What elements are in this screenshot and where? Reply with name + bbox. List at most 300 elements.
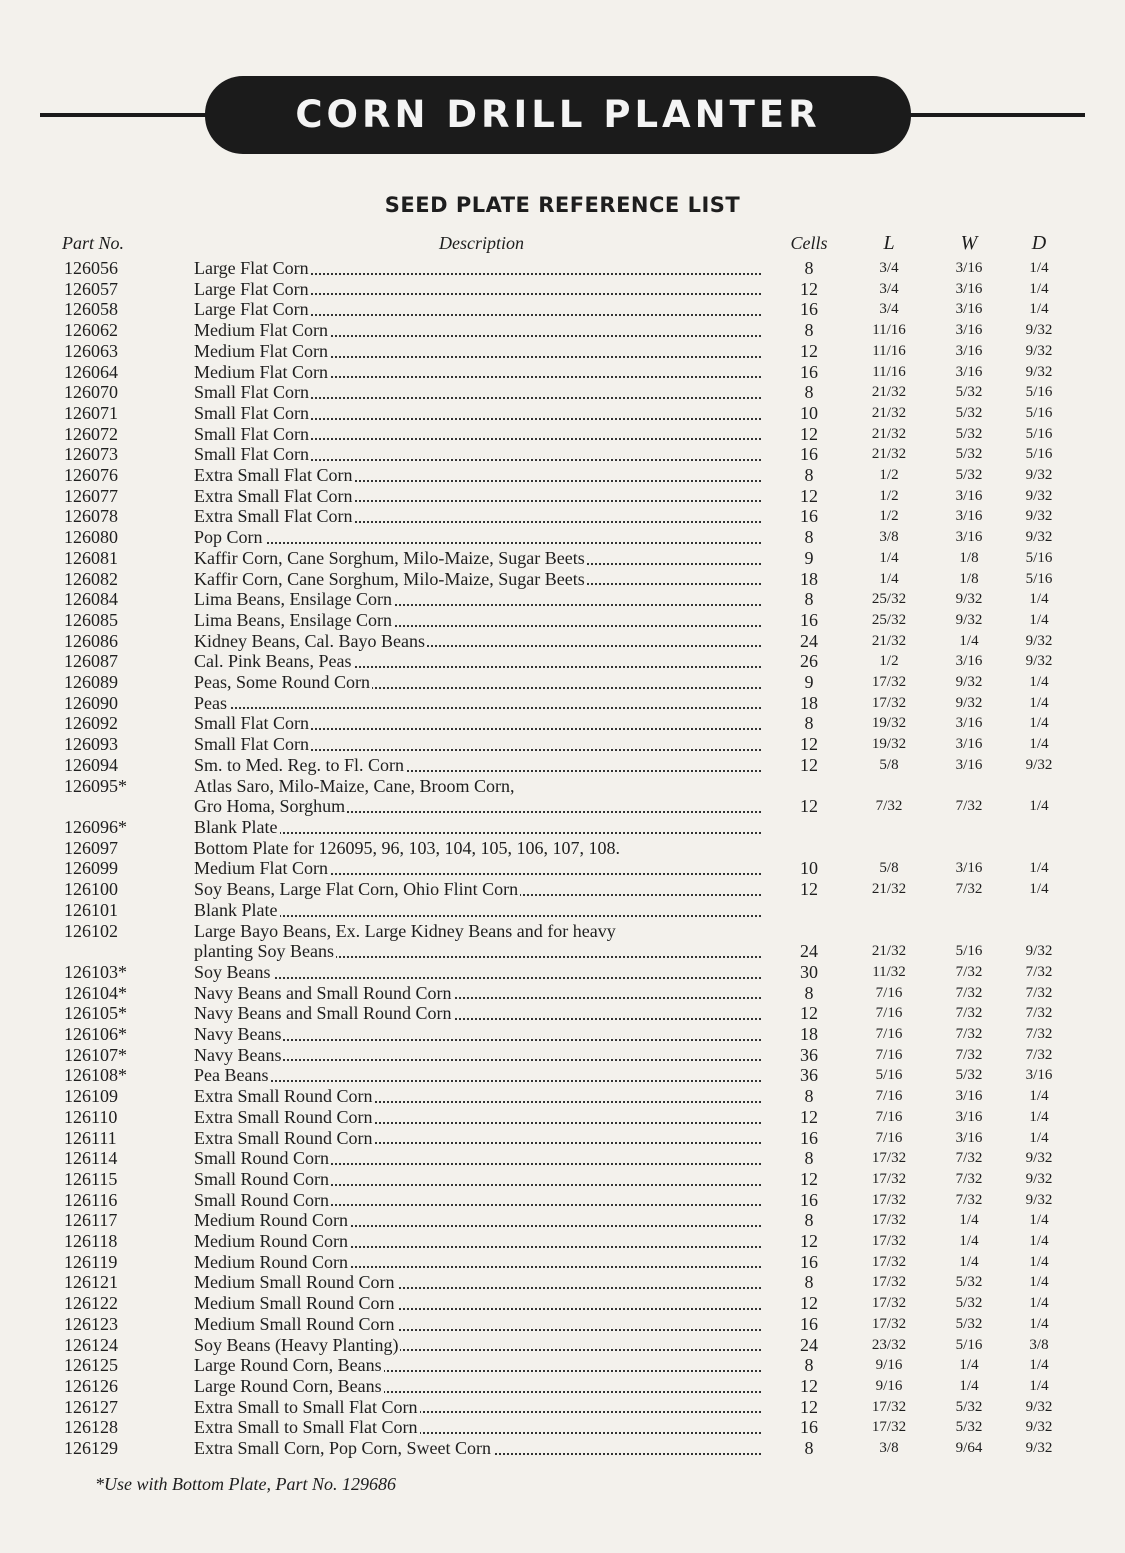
dot-leader	[194, 977, 761, 979]
width-value: 3/16	[955, 363, 983, 380]
description-text: Kaffir Corn, Cane Sorghum, Milo-Maize, Sugar Beets	[194, 568, 585, 589]
description	[194, 1003, 769, 1024]
table-row	[56, 838, 1069, 859]
length-value: 21/32	[871, 425, 907, 442]
part-number: 126099	[64, 858, 118, 879]
depth-value: 7/32	[1025, 963, 1053, 980]
table-row	[56, 1045, 1069, 1066]
description-text: Extra Small Round Corn	[194, 1127, 373, 1148]
depth-value: 9/32	[1025, 1419, 1053, 1436]
part-number: 126071	[64, 402, 118, 423]
depth-value: 5/16	[1025, 425, 1053, 442]
description-text: Soy Beans	[194, 961, 271, 982]
table-row	[56, 1417, 1069, 1438]
part-number: 126097	[64, 837, 118, 858]
table-row	[56, 941, 1069, 962]
width-value	[929, 900, 1009, 921]
description	[194, 444, 769, 465]
description	[194, 817, 769, 838]
description	[194, 1252, 769, 1273]
depth-value	[1009, 900, 1069, 921]
description	[194, 299, 769, 320]
cells-value: 8	[804, 982, 814, 1003]
width-value: 3/16	[955, 508, 983, 525]
width-value: 1/4	[959, 1357, 979, 1374]
table-row	[56, 1272, 1069, 1293]
width-value: 3/16	[955, 1108, 983, 1125]
description	[194, 1065, 769, 1086]
width-value: 5/32	[955, 1398, 983, 1415]
depth-value: 1/4	[1029, 1377, 1049, 1394]
depth-value: 7/32	[1025, 984, 1053, 1001]
table-row	[56, 1024, 1069, 1045]
description	[194, 962, 769, 983]
table-row	[56, 879, 1069, 900]
depth-value: 9/32	[1025, 943, 1053, 960]
page-title: CORN DRILL PLANTER	[205, 76, 911, 154]
description	[194, 858, 769, 879]
width-value: 1/8	[959, 549, 979, 566]
dot-leader	[194, 707, 761, 709]
length-value: 19/32	[871, 715, 907, 732]
cells-value: 12	[800, 754, 818, 775]
depth-value: 5/16	[1025, 404, 1053, 421]
table-row	[56, 962, 1069, 983]
length-value: 1/4	[879, 549, 899, 566]
depth-value: 1/4	[1029, 1129, 1049, 1146]
cells-value: 12	[800, 1293, 818, 1314]
description	[194, 734, 769, 755]
length-value: 17/32	[871, 1150, 907, 1167]
width-value: 5/16	[955, 943, 983, 960]
description-text: Cal. Pink Beans, Peas	[194, 651, 352, 672]
width-value: 3/16	[955, 301, 983, 318]
part-number: 126073	[64, 444, 118, 465]
cells-value: 12	[800, 734, 818, 755]
length-value: 17/32	[871, 1233, 907, 1250]
description	[194, 589, 769, 610]
part-number: 126109	[64, 1086, 118, 1107]
table-row	[56, 1293, 1069, 1314]
cells-value: 24	[800, 1334, 818, 1355]
cells-value: 8	[804, 1272, 814, 1293]
length-value: 21/32	[871, 881, 907, 898]
description-text: Large Round Corn, Beans	[194, 1355, 382, 1376]
table-row	[56, 548, 1069, 569]
table-row	[56, 1169, 1069, 1190]
cells-value	[769, 900, 849, 921]
depth-value: 9/32	[1025, 487, 1053, 504]
description-text: Medium Small Round Corn	[194, 1293, 395, 1314]
cells-value: 16	[800, 1313, 818, 1334]
depth-value: 9/32	[1025, 756, 1053, 773]
cells-value: 26	[800, 651, 818, 672]
length-value: 17/32	[871, 1191, 907, 1208]
length-value: 17/32	[871, 1253, 907, 1270]
cells-value: 18	[800, 1024, 818, 1045]
depth-value: 9/32	[1025, 1170, 1053, 1187]
part-number: 126078	[64, 506, 118, 527]
length-value: 11/16	[872, 322, 906, 339]
cells-value: 8	[804, 713, 814, 734]
part-number: 126117	[64, 1210, 118, 1231]
description	[194, 1293, 769, 1314]
length-value: 7/16	[875, 984, 903, 1001]
depth-value: 9/32	[1025, 1191, 1053, 1208]
table-row	[56, 672, 1069, 693]
width-value: 7/32	[955, 1191, 983, 1208]
header-l: L	[883, 231, 895, 254]
description	[194, 1231, 769, 1252]
cells-value: 16	[800, 1417, 818, 1438]
table-row	[56, 1107, 1069, 1128]
part-number	[56, 941, 194, 962]
description-text: Kidney Beans, Cal. Bayo Beans	[194, 630, 425, 651]
cells-value: 8	[804, 320, 814, 341]
width-value: 3/16	[955, 342, 983, 359]
part-number: 126129	[64, 1438, 118, 1459]
length-value: 5/16	[875, 1067, 903, 1084]
part-number: 126110	[64, 1106, 118, 1127]
length-value: 7/16	[875, 1129, 903, 1146]
table-header-row	[56, 228, 1069, 258]
description	[194, 1148, 769, 1169]
table-row	[56, 1335, 1069, 1356]
description-text: Extra Small Flat Corn	[194, 485, 353, 506]
description-text: Large Flat Corn	[194, 278, 309, 299]
depth-value: 7/32	[1025, 1026, 1053, 1043]
width-value: 5/32	[955, 1295, 983, 1312]
description-text: Small Round Corn	[194, 1148, 330, 1169]
description	[194, 506, 769, 527]
length-value: 11/32	[872, 963, 906, 980]
length-value: 23/32	[871, 1336, 907, 1353]
width-value: 1/8	[959, 570, 979, 587]
width-value: 3/16	[955, 756, 983, 773]
part-number: 126057	[64, 278, 118, 299]
depth-value	[1009, 817, 1069, 838]
cells-value: 12	[800, 278, 818, 299]
cells-value: 16	[800, 444, 818, 465]
width-value: 3/16	[955, 280, 983, 297]
depth-value: 1/4	[1029, 798, 1049, 815]
depth-value: 9/32	[1025, 653, 1053, 670]
cells-value: 24	[800, 630, 818, 651]
cells-value: 8	[804, 382, 814, 403]
cells-value: 8	[804, 465, 814, 486]
width-value: 7/32	[955, 1150, 983, 1167]
part-number: 126114	[64, 1148, 118, 1169]
description-text: Medium Flat Corn	[194, 320, 328, 341]
description-text: Extra Small Round Corn	[194, 1086, 373, 1107]
depth-value: 9/32	[1025, 322, 1053, 339]
cells-value: 8	[804, 1210, 814, 1231]
depth-value: 9/32	[1025, 529, 1053, 546]
length-value: 17/32	[871, 1170, 907, 1187]
width-value: 9/32	[955, 591, 983, 608]
width-value: 3/16	[955, 1088, 983, 1105]
length-value: 17/32	[871, 674, 907, 691]
length-value: 1/2	[879, 487, 899, 504]
depth-value: 1/4	[1029, 1212, 1049, 1229]
description-text: Extra Small Round Corn	[194, 1106, 373, 1127]
description-text: Pop Corn	[194, 527, 263, 548]
depth-value: 9/32	[1025, 467, 1053, 484]
description-text: Medium Flat Corn	[194, 361, 328, 382]
length-value: 7/32	[875, 798, 903, 815]
part-number: 126077	[64, 485, 118, 506]
description-text: Extra Small Flat Corn	[194, 506, 353, 527]
description	[194, 1190, 769, 1211]
description	[194, 1169, 769, 1190]
description-text: Large Flat Corn	[194, 258, 309, 278]
description	[194, 983, 769, 1004]
depth-value: 1/4	[1029, 280, 1049, 297]
table-row	[56, 1210, 1069, 1231]
depth-value: 9/32	[1025, 632, 1053, 649]
description-text: Medium Small Round Corn	[194, 1313, 395, 1334]
depth-value: 1/4	[1029, 736, 1049, 753]
width-value: 5/32	[955, 404, 983, 421]
length-value: 3/4	[879, 301, 899, 318]
depth-value: 1/4	[1029, 1233, 1049, 1250]
cells-value: 8	[804, 527, 814, 548]
description	[194, 1355, 769, 1376]
description-text: Navy Beans and Small Round Corn	[194, 1003, 452, 1024]
part-number: 126123	[64, 1313, 118, 1334]
description	[194, 279, 769, 300]
description-text: Medium Round Corn	[194, 1231, 349, 1252]
part-number: 126108*	[64, 1065, 127, 1086]
table-row	[56, 258, 1069, 279]
length-value: 21/32	[871, 384, 907, 401]
width-value: 7/32	[955, 1005, 983, 1022]
cells-value: 12	[800, 1168, 818, 1189]
depth-value: 1/4	[1029, 1295, 1049, 1312]
width-value: 7/32	[955, 881, 983, 898]
description-text: Large Round Corn, Beans	[194, 1375, 382, 1396]
width-value	[929, 776, 1009, 797]
table-row	[56, 921, 1069, 942]
width-value: 7/32	[955, 963, 983, 980]
description-text: Peas, Some Round Corn	[194, 672, 371, 693]
table-row	[56, 713, 1069, 734]
description	[194, 382, 769, 403]
description	[194, 672, 769, 693]
length-value: 17/32	[871, 1419, 907, 1436]
depth-value: 9/32	[1025, 1398, 1053, 1415]
length-value: 7/16	[875, 1088, 903, 1105]
length-value	[849, 900, 929, 921]
length-value: 17/32	[871, 694, 907, 711]
width-value: 3/16	[955, 1129, 983, 1146]
cells-value: 36	[800, 1065, 818, 1086]
length-value: 21/32	[871, 404, 907, 421]
description	[194, 1128, 769, 1149]
description	[194, 610, 769, 631]
cells-value: 12	[800, 423, 818, 444]
depth-value: 1/4	[1029, 1274, 1049, 1291]
dot-leader	[194, 1080, 761, 1082]
cells-value: 12	[800, 796, 818, 817]
table-row	[56, 279, 1069, 300]
description-text: Blank Plate	[194, 899, 278, 920]
width-value: 5/32	[955, 1067, 983, 1084]
part-number: 126121	[64, 1272, 118, 1293]
length-value: 21/32	[871, 446, 907, 463]
table-row	[56, 403, 1069, 424]
width-value	[929, 817, 1009, 838]
description-text: Kaffir Corn, Cane Sorghum, Milo-Maize, Sugar Beets	[194, 547, 585, 568]
length-value: 11/16	[872, 342, 906, 359]
width-value: 7/32	[955, 1026, 983, 1043]
description	[194, 569, 769, 590]
header-cells: Cells	[790, 232, 828, 253]
description-text: Lima Beans, Ensilage Corn	[194, 609, 392, 630]
part-number: 126106*	[64, 1024, 127, 1045]
description	[194, 879, 769, 900]
part-number: 126096*	[64, 816, 127, 837]
description	[194, 1272, 769, 1293]
cells-value: 10	[800, 858, 818, 879]
width-value: 5/32	[955, 384, 983, 401]
description	[194, 320, 769, 341]
depth-value: 1/4	[1029, 715, 1049, 732]
table-row	[56, 341, 1069, 362]
part-number: 126124	[64, 1334, 118, 1355]
table-row	[56, 506, 1069, 527]
cells-value: 36	[800, 1044, 818, 1065]
depth-value: 9/32	[1025, 363, 1053, 380]
width-value: 9/32	[955, 611, 983, 628]
width-value: 3/16	[955, 260, 983, 276]
cells-value: 16	[800, 299, 818, 320]
description	[194, 1438, 769, 1459]
description-text: Extra Small to Small Flat Corn	[194, 1417, 418, 1438]
description-text: Small Flat Corn	[194, 734, 310, 755]
cells-value: 12	[800, 879, 818, 900]
description	[194, 713, 769, 734]
description-text: Navy Beans	[194, 1044, 282, 1065]
table-row	[56, 1003, 1069, 1024]
cells-value	[769, 838, 849, 859]
part-number: 126095*	[64, 775, 127, 796]
description-text: Small Flat Corn	[194, 713, 310, 734]
table-row	[56, 693, 1069, 714]
length-value: 7/16	[875, 1046, 903, 1063]
table-row	[56, 817, 1069, 838]
part-number: 126056	[64, 258, 118, 278]
table-row	[56, 589, 1069, 610]
table-row	[56, 527, 1069, 548]
cells-value: 16	[800, 506, 818, 527]
description-text: Navy Beans	[194, 1024, 282, 1045]
part-number: 126101	[64, 899, 118, 920]
depth-value: 1/4	[1029, 1315, 1049, 1332]
description	[194, 1086, 769, 1107]
part-number: 126084	[64, 589, 118, 610]
section-title: SEED PLATE REFERENCE LIST	[384, 193, 741, 217]
description-text: Medium Small Round Corn	[194, 1272, 395, 1293]
description: Bottom Plate for 126095, 96, 103, 104, 105, 106, 107, 108.	[194, 837, 620, 858]
part-number: 126086	[64, 630, 118, 651]
description-text: Small Flat Corn	[194, 444, 310, 465]
length-value	[849, 776, 929, 797]
description	[194, 548, 769, 569]
table-row	[56, 444, 1069, 465]
description	[194, 1376, 769, 1397]
length-value: 17/32	[871, 1315, 907, 1332]
part-number: 126127	[64, 1396, 118, 1417]
description	[194, 1210, 769, 1231]
width-value: 3/16	[955, 529, 983, 546]
length-value: 5/8	[879, 860, 899, 877]
width-value: 9/64	[955, 1440, 983, 1457]
description	[194, 631, 769, 652]
table-row	[56, 631, 1069, 652]
cells-value: 30	[800, 961, 818, 982]
length-value: 3/4	[879, 260, 899, 276]
header-description: Description	[439, 232, 524, 253]
cells-value: 12	[800, 485, 818, 506]
description-text: Lima Beans, Ensilage Corn	[194, 589, 392, 610]
length-value: 25/32	[871, 591, 907, 608]
description	[194, 1024, 769, 1045]
depth-value: 1/4	[1029, 1253, 1049, 1270]
length-value	[849, 817, 929, 838]
part-number: 126105*	[64, 1003, 127, 1024]
cells-value: 8	[804, 1086, 814, 1107]
part-number: 126111	[64, 1127, 117, 1148]
width-value: 5/32	[955, 1274, 983, 1291]
width-value: 5/32	[955, 446, 983, 463]
description-text: Sm. to Med. Reg. to Fl. Corn	[194, 754, 405, 775]
dot-leader	[194, 542, 761, 544]
width-value	[929, 921, 1009, 942]
cells-value: 8	[804, 258, 814, 278]
cells-value: 12	[800, 1396, 818, 1417]
cells-value	[769, 921, 849, 942]
table-row	[56, 983, 1069, 1004]
width-value: 5/32	[955, 1419, 983, 1436]
description: Atlas Saro, Milo-Maize, Cane, Broom Corn,	[194, 775, 515, 796]
table-row	[56, 1355, 1069, 1376]
cells-value	[769, 776, 849, 797]
table-row	[56, 1065, 1069, 1086]
table-row	[56, 362, 1069, 383]
description	[194, 258, 769, 279]
table-row	[56, 776, 1069, 797]
length-value: 9/16	[875, 1377, 903, 1394]
table-row	[56, 569, 1069, 590]
table-row	[56, 1397, 1069, 1418]
cells-value: 9	[804, 672, 814, 693]
cells-value: 12	[800, 340, 818, 361]
description	[194, 941, 769, 962]
table-row	[56, 1376, 1069, 1397]
depth-value: 7/32	[1025, 1046, 1053, 1063]
description-text: Gro Homa, Sorghum	[194, 796, 346, 817]
description	[194, 1335, 769, 1356]
width-value: 5/16	[955, 1336, 983, 1353]
length-value: 1/2	[879, 653, 899, 670]
width-value: 1/4	[959, 632, 979, 649]
header-w: W	[960, 231, 978, 254]
table-row	[56, 299, 1069, 320]
length-value: 7/16	[875, 1005, 903, 1022]
description	[194, 486, 769, 507]
cells-value: 10	[800, 402, 818, 423]
